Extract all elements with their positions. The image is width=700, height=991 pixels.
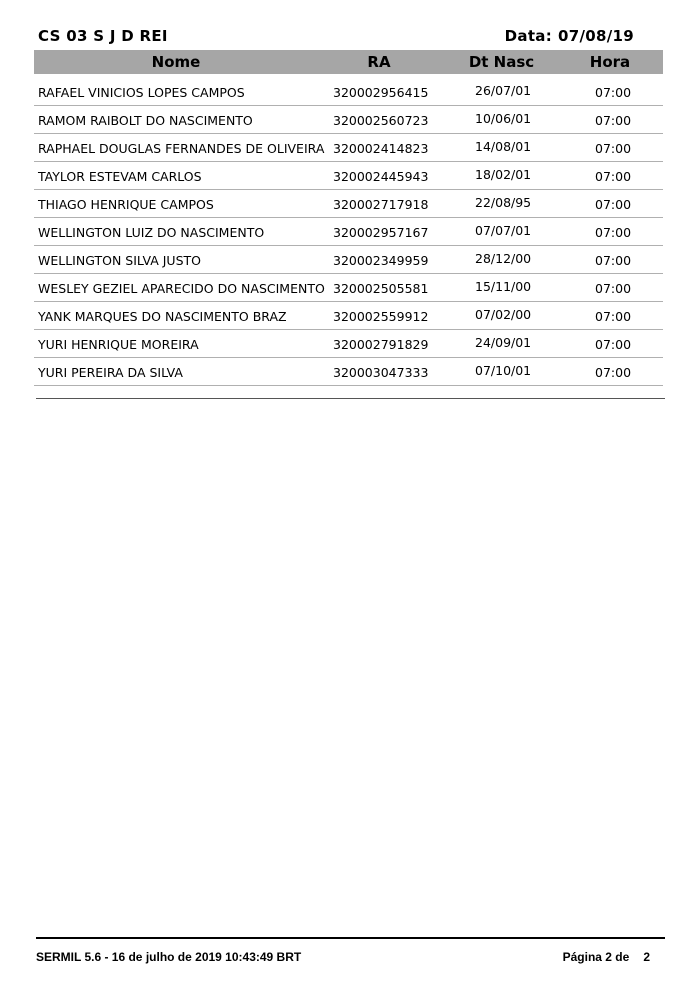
column-header-dt-nasc: Dt Nasc (468, 53, 535, 71)
cell-nome: RAFAEL VINICIOS LOPES CAMPOS (38, 85, 245, 100)
cell-ra: 320002505581 (333, 281, 429, 296)
page-label: Página 2 de (562, 950, 630, 964)
cell-hora: 07:00 (595, 365, 632, 380)
date-label: Data: (504, 27, 553, 45)
cell-hora: 07:00 (595, 85, 632, 100)
cell-nome: WELLINGTON LUIZ DO NASCIMENTO (38, 225, 265, 240)
table-body (34, 78, 663, 386)
document-date (505, 27, 634, 45)
cell-nome: RAMOM RAIBOLT DO NASCIMENTO (38, 113, 253, 128)
footer-rule (36, 937, 665, 939)
cell-dt-nasc: 22/08/95 (475, 195, 532, 210)
cell-nome: THIAGO HENRIQUE CAMPOS (38, 197, 214, 212)
table-row (34, 358, 663, 386)
date-value: 07/08/19 (558, 27, 634, 45)
cell-ra: 320002445943 (333, 169, 429, 184)
table-row (34, 330, 663, 358)
table-row (34, 162, 663, 190)
cell-hora: 07:00 (595, 141, 632, 156)
cell-hora: 07:00 (595, 337, 632, 352)
footer-generator: SERMIL 5.6 - 16 de julho de 2019 10:43:49 BRT (36, 950, 302, 964)
footer-pagination (563, 950, 650, 964)
column-header-nome: Nome (151, 53, 201, 71)
document-title: CS 03 S J D REI (38, 27, 168, 45)
table-row (34, 106, 663, 134)
table-row (34, 218, 663, 246)
cell-ra: 320002717918 (333, 197, 429, 212)
table-row (34, 246, 663, 274)
cell-nome: TAYLOR ESTEVAM CARLOS (38, 169, 202, 184)
table-row (34, 190, 663, 218)
cell-dt-nasc: 24/09/01 (475, 335, 532, 350)
cell-hora: 07:00 (595, 225, 632, 240)
page-total: 2 (643, 950, 650, 964)
cell-hora: 07:00 (595, 281, 632, 296)
column-header-hora: Hora (589, 53, 631, 71)
cell-dt-nasc: 18/02/01 (475, 167, 532, 182)
cell-ra: 320002349959 (333, 253, 429, 268)
column-header-ra: RA (367, 53, 391, 71)
cell-dt-nasc: 07/10/01 (475, 363, 532, 378)
cell-hora: 07:00 (595, 253, 632, 268)
cell-dt-nasc: 07/07/01 (475, 223, 532, 238)
cell-ra: 320002414823 (333, 141, 429, 156)
cell-dt-nasc: 28/12/00 (475, 251, 532, 266)
cell-dt-nasc: 10/06/01 (475, 111, 532, 126)
cell-dt-nasc: 14/08/01 (475, 139, 532, 154)
cell-dt-nasc: 07/02/00 (475, 307, 532, 322)
table-row (34, 274, 663, 302)
cell-dt-nasc: 26/07/01 (475, 83, 532, 98)
table-row (34, 78, 663, 106)
table-row (34, 134, 663, 162)
cell-nome: WESLEY GEZIEL APARECIDO DO NASCIMENTO (38, 281, 325, 296)
cell-nome: YANK MARQUES DO NASCIMENTO BRAZ (38, 309, 287, 324)
cell-ra: 320002957167 (333, 225, 429, 240)
cell-nome: RAPHAEL DOUGLAS FERNANDES DE OLIVEIRA (38, 141, 325, 156)
cell-ra: 320002559912 (333, 309, 429, 324)
cell-nome: WELLINGTON SILVA JUSTO (38, 253, 201, 268)
cell-hora: 07:00 (595, 113, 632, 128)
section-divider (36, 398, 665, 399)
cell-hora: 07:00 (595, 309, 632, 324)
cell-ra: 320002956415 (333, 85, 429, 100)
cell-nome: YURI HENRIQUE MOREIRA (38, 337, 199, 352)
cell-nome: YURI PEREIRA DA SILVA (38, 365, 183, 380)
table-row (34, 302, 663, 330)
cell-ra: 320002791829 (333, 337, 429, 352)
cell-dt-nasc: 15/11/00 (475, 279, 532, 294)
cell-hora: 07:00 (595, 197, 632, 212)
table-header (34, 50, 663, 74)
cell-ra: 320002560723 (333, 113, 429, 128)
cell-ra: 320003047333 (333, 365, 429, 380)
cell-hora: 07:00 (595, 169, 632, 184)
